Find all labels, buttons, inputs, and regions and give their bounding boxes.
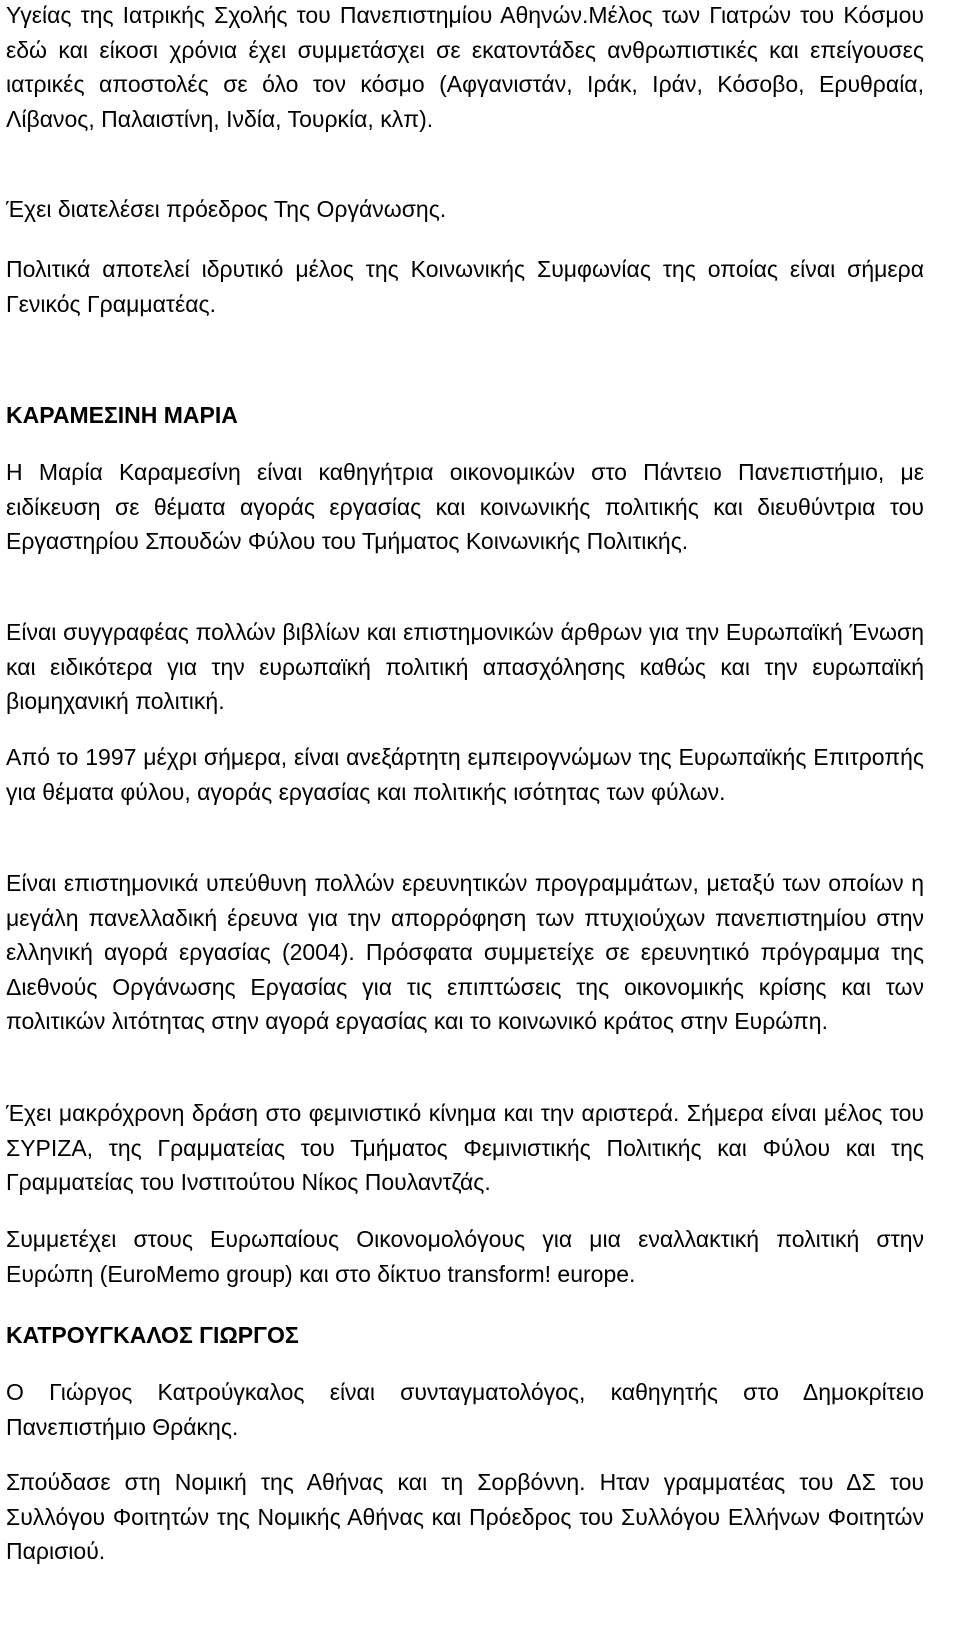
paragraph-karamesini-bio: Η Μαρία Καραμεσίνη είναι καθηγήτρια οικονομικών στο Πάντειο Πανεπιστήμιο, με ειδίκευση σε θέματα αγοράς εργασίας και κοινωνικής πολιτικής και διευθύντρια του Εργαστηρίου Σπουδών Φύλου του Τμήματος Κοινωνικής Πολιτικής. [6, 459, 924, 554]
paragraph-karamesini-research: Είναι επιστημονικά υπεύθυνη πολλών ερευνητικών προγραμμάτων, μεταξύ των οποίων η μεγάλη πανελλαδική έρευνα για την απορρόφηση των πτυχιούχων πανεπιστημίου στην ελληνική αγορά εργασίας (2004). Πρόσφατα συμμετείχε σε ερευνητικό πρόγραμμα της Διεθνούς Οργάνωσης Εργασίας για τις επιπτώσεις της οικονομικής κρίσης και των πολιτικών λιτότητας στην αγορά εργασίας και το κοινωνικό κράτος στην Ευρώπη. [6, 870, 924, 1034]
paragraph-president: Έχει διατελέσει πρόεδρος Της Οργάνωσης. [6, 196, 447, 222]
paragraph-karamesini-activism: Έχει μακρόχρονη δράση στο φεμινιστικό κίνημα και την αριστερά. Σήμερα είναι μέλος του ΣΥΡΙΖΑ, της Γραμματείας του Τμήματος Φεμινιστικής Πολιτικής και Φύλου και της Γραμματείας του Ινστιτούτου Νίκος Πουλαντζάς. [6, 1100, 924, 1195]
paragraph-medical-missions: Υγείας της Ιατρικής Σχολής του Πανεπιστημίου Αθηνών.Μέλος των Γιατρών του Κόσμου εδώ και είκοσι χρόνια έχει συμμετάσχει σε εκατοντάδες ανθρωπιστικές και επείγουσες ιατρικές αποστολές σε όλο τον κόσμο (Αφγανιστάν, Ιράκ, Ιράν, Κόσοβο, Ερυθραία, Λίβανος, Παλαιστίνη, Ινδία, Τουρκία, κλπ). [6, 2, 924, 132]
paragraph-karamesini-books: Είναι συγγραφέας πολλών βιβλίων και επιστημονικών άρθρων για την Ευρωπαϊκή Ένωση και ειδικότερα για την ευρωπαϊκή πολιτική απασχόλησης καθώς και την ευρωπαϊκή βιομηχανική πολιτική. [6, 619, 924, 714]
section-heading-karamesini: ΚΑΡΑΜΕΣΙΝΗ ΜΑΡΙΑ [6, 402, 238, 428]
paragraph-katrougalos-bio: Ο Γιώργος Κατρούγκαλος είναι συνταγματολόγος, καθηγητής στο Δημοκρίτειο Πανεπιστήμιο Θράκης. [6, 1379, 924, 1440]
paragraph-political-founder: Πολιτικά αποτελεί ιδρυτικό μέλος της Κοινωνικής Συμφωνίας της οποίας είναι σήμερα Γενικός Γραμματέας. [6, 256, 924, 317]
paragraph-karamesini-expert: Από το 1997 μέχρι σήμερα, είναι ανεξάρτητη εμπειρογνώμων της Ευρωπαϊκής Επιτροπής για θέματα φύλου, αγοράς εργασίας και πολιτικής ισότητας των φύλων. [6, 744, 924, 805]
paragraph-karamesini-euromemo: Συμμετέχει στους Ευρωπαίους Οικονομολόγους για μια εναλλακτική πολιτική στην Ευρώπη (EuroMemo group) και στο δίκτυο transform! europe. [6, 1226, 924, 1287]
section-heading-katrougalos: ΚΑΤΡΟΥΓΚΑΛΟΣ ΓΙΩΡΓΟΣ [6, 1322, 299, 1348]
paragraph-katrougalos-studies: Σπούδασε στη Νομική της Αθήνας και τη Σορβόννη. Ηταν γραμματέας του ΔΣ του Συλλόγου Φοιτητών της Νομικής Αθήνας και Πρόεδρος του Συλλόγου Ελλήνων Φοιτητών Παρισιού. [6, 1469, 924, 1564]
